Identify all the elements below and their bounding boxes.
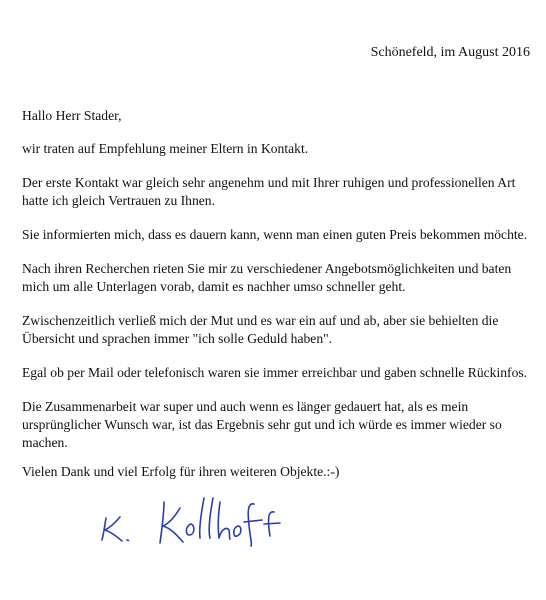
paragraph-2: Der erste Kontakt war gleich sehr angenehm und mit Ihrer ruhigen und professionellen Art hatte ich gleich Vertrauen zu Ihnen. [22, 175, 516, 208]
closing-line: Vielen Dank und viel Erfolg für ihren weiteren Objekte.:-) [22, 464, 340, 479]
paragraph-1: wir traten auf Empfehlung meiner Eltern in Kontakt. [22, 141, 309, 156]
handwritten-signature [96, 488, 286, 550]
greeting: Hallo Herr Stader, [22, 108, 122, 123]
signature-drawing [96, 488, 286, 550]
place-date: Schönefeld, im August 2016 [370, 45, 530, 60]
paragraph-5: Zwischenzeitlich verließ mich der Mut und es war ein auf und ab, aber sie behielten die Übersicht und sprachen immer "ich solle Geduld haben". [22, 313, 499, 346]
letter-body [22, 107, 532, 452]
paragraph-4: Nach ihren Recherchen rieten Sie mir zu verschiedener Angebotsmöglichkeiten und baten mich um alle Unterlagen vorab, damit es nachher umso schneller geht. [22, 261, 512, 294]
paragraph-6: Egal ob per Mail oder telefonisch waren sie immer erreichbar und gaben schnelle Rückinfos. [22, 365, 528, 380]
paragraph-7: Die Zusammenarbeit war super und auch wenn es länger gedauert hat, als es mein ursprünglicher Wunsch war, ist das Ergebnis sehr gut und ich würde es immer wieder so machen. [22, 399, 502, 450]
paragraph-3: Sie informierten mich, dass es dauern kann, wenn man einen guten Preis bekommen möchte. [22, 227, 528, 242]
